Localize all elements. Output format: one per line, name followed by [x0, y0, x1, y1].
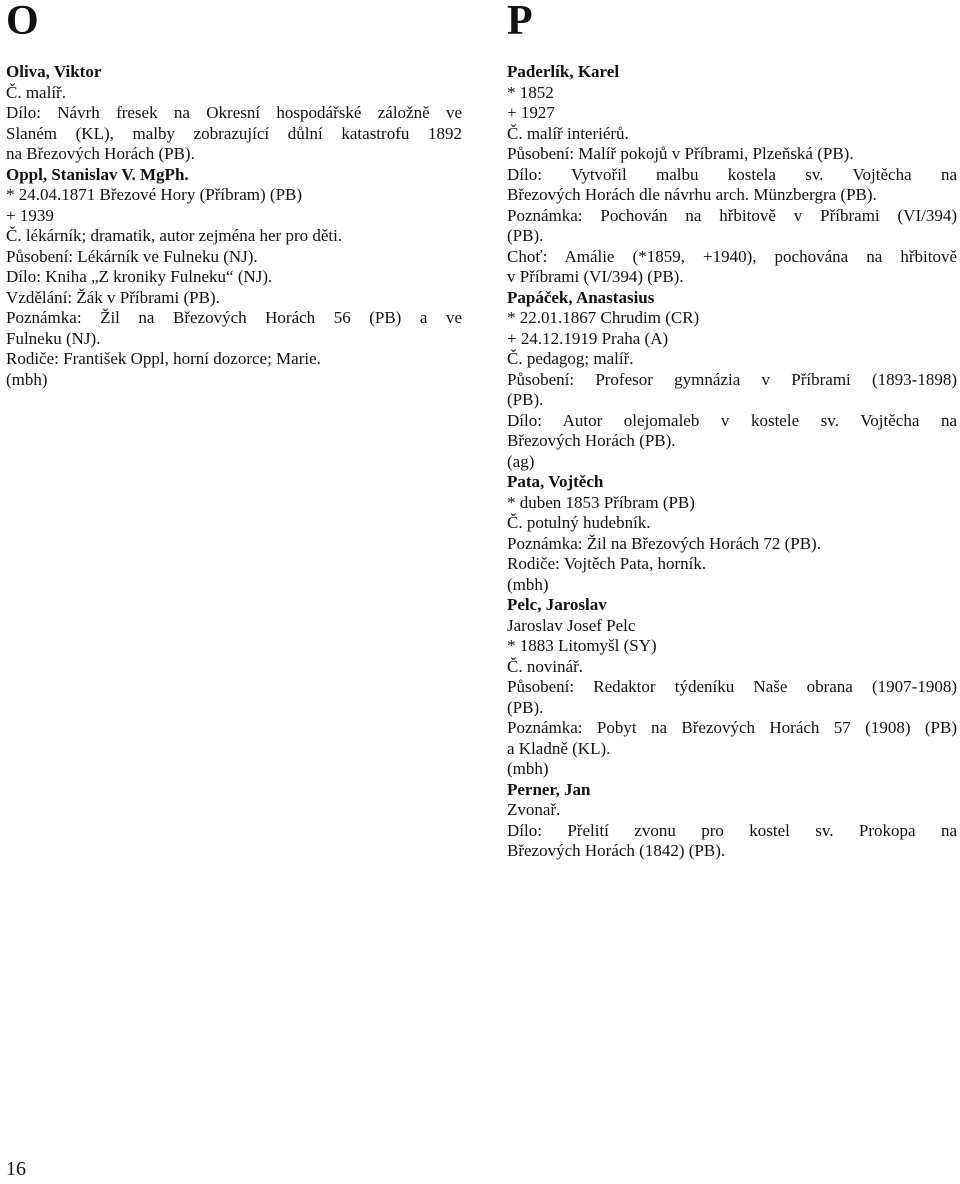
- entry-heading: Papáček, Anastasius: [507, 287, 655, 307]
- entry-line: Dílo: Kniha „Z kroniky Fulneku“ (NJ).: [6, 267, 273, 286]
- entry-line: Choť: Amálie (*1859, +1940), pochována na hřbitově: [507, 246, 957, 266]
- entry-line: * 24.04.1871 Březové Hory (Příbram) (PB): [6, 185, 303, 204]
- entry-line: Č. malíř.: [6, 82, 66, 102]
- entry-line: + 1927: [507, 103, 555, 122]
- entry-line: (mbh): [507, 574, 549, 594]
- entry-line: Zvonař.: [507, 800, 561, 819]
- entry-line: * 1883 Litomyšl (SY): [507, 636, 657, 655]
- entry-line: Dílo: Vytvořil malbu kostela sv. Vojtěcha na: [507, 164, 957, 184]
- page-number: 16: [6, 1158, 26, 1180]
- entry-line: Č. pedagog; malíř.: [507, 349, 634, 368]
- entry-line: v Příbrami (VI/394) (PB).: [507, 267, 684, 286]
- entry-heading: Oppl, Stanislav V. MgPh.: [6, 164, 189, 184]
- entry-line: (mbh): [507, 759, 549, 778]
- entry-line: (PB).: [507, 390, 544, 409]
- right-column: [507, 0, 957, 862]
- entry-line: Slaném (KL), malby zobrazující důlní katastrofu 1892: [6, 123, 462, 143]
- entry-line: + 24.12.1919 Praha (A): [507, 328, 669, 348]
- entry-line: Poznámka: Pochován na hřbitově v Příbrami (VI/394): [507, 205, 957, 225]
- entry-line: Č. lékárník; dramatik, autor zejména her pro děti.: [6, 226, 343, 245]
- entry-heading: Perner, Jan: [507, 779, 591, 799]
- entry-line: * 1852: [507, 82, 554, 102]
- entry-line: Jaroslav Josef Pelc: [507, 615, 636, 635]
- entry-text: [507, 62, 957, 862]
- entry-line: Poznámka: Pobyt na Březových Horách 57 (1908) (PB): [507, 718, 957, 737]
- entry-line: Dílo: Autor olejomaleb v kostele sv. Vojtěcha na: [507, 410, 957, 430]
- entry-line: Poznámka: Žil na Březových Horách 56 (PB) a ve: [6, 308, 462, 327]
- entry-line: Březových Horách (PB).: [507, 431, 676, 450]
- entry-line: Dílo: Návrh fresek na Okresní hospodářské záložně ve: [6, 103, 462, 122]
- entry-line: Vzdělání: Žák v Příbrami (PB).: [6, 287, 220, 307]
- left-column: [6, 0, 462, 390]
- entry-line: (PB).: [507, 226, 544, 245]
- entry-line: (PB).: [507, 697, 544, 717]
- entry-heading: Pelc, Jaroslav: [507, 595, 607, 614]
- entry-line: * 22.01.1867 Chrudim (CR): [507, 308, 700, 327]
- entry-heading: Oliva, Viktor: [6, 62, 102, 81]
- entry-line: Působení: Lékárník ve Fulneku (NJ).: [6, 246, 258, 266]
- entry-line: Rodiče: František Oppl, horní dozorce; Marie.: [6, 349, 321, 368]
- entry-line: (ag): [507, 451, 535, 471]
- entry-line: Dílo: Přelití zvonu pro kostel sv. Prokopa na: [507, 820, 957, 840]
- entry-line: na Březových Horách (PB).: [6, 144, 195, 163]
- entry-line: Březových Horách dle návrhu arch. Münzbergra (PB).: [507, 185, 877, 204]
- entry-heading: Pata, Vojtěch: [507, 472, 604, 491]
- entry-line: Č. malíř interiérů.: [507, 123, 629, 143]
- entry-line: Poznámka: Žil na Březových Horách 72 (PB).: [507, 533, 821, 553]
- entry-text: [6, 62, 462, 390]
- entry-line: * duben 1853 Příbram (PB): [507, 492, 695, 512]
- entry-line: Působení: Malíř pokojů v Příbrami, Plzeňská (PB).: [507, 144, 854, 163]
- entry-heading: Paderlík, Karel: [507, 62, 620, 81]
- entry-line: a Kladně (KL).: [507, 738, 611, 758]
- entry-line: + 1939: [6, 205, 54, 225]
- entry-line: (mbh): [6, 369, 48, 389]
- entry-line: Březových Horách (1842) (PB).: [507, 841, 726, 860]
- section-letter-p: P: [507, 0, 533, 44]
- entry-line: Fulneku (NJ).: [6, 328, 101, 348]
- entry-line: Působení: Profesor gymnázia v Příbrami (1893-1898): [507, 369, 957, 389]
- entry-line: Č. novinář.: [507, 656, 584, 676]
- entry-line: Rodiče: Vojtěch Pata, horník.: [507, 554, 707, 573]
- entry-line: Č. potulný hudebník.: [507, 513, 651, 532]
- entry-line: Působení: Redaktor týdeníku Naše obrana (1907-1908): [507, 677, 957, 696]
- section-letter-o: O: [6, 0, 39, 44]
